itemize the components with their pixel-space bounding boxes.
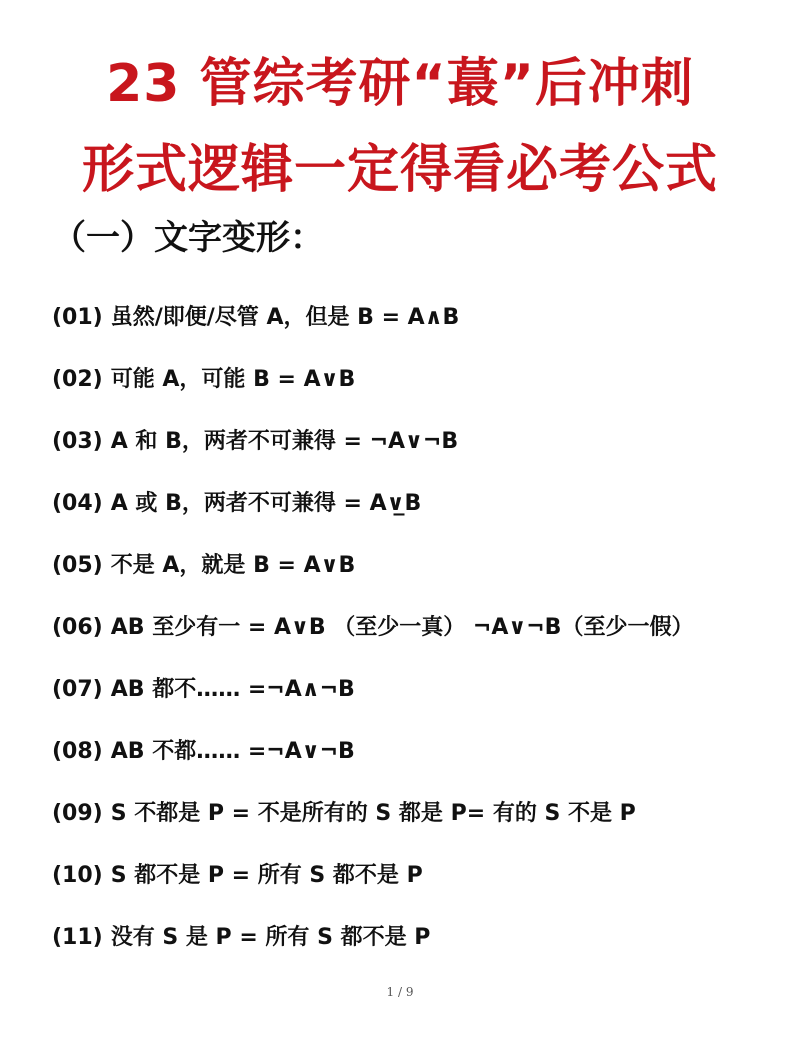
rule-item-11 [52,922,430,954]
rule-text: A 或 B，两者不可兼得 = A∨̲B [110,491,422,516]
rule-number: (11) [52,925,103,950]
page-number: 1 / 9 [386,985,414,999]
rule-text: 不是 A，就是 B = A∨B [110,553,356,578]
rule-text: S 不都是 P = 不是所有的 S 都是 P= 有的 S 不是 P [110,801,636,826]
title-line-2: 形式逻辑一定得看必考公式 [81,140,718,200]
rule-number: (06) [52,615,103,640]
rule-item-02 [52,364,355,396]
rule-number: (07) [52,677,103,702]
rule-number: (08) [52,739,103,764]
rule-item-03 [52,426,458,458]
rule-item-10 [52,860,423,892]
rule-text: 虽然/即便/尽管 A，但是 B = A∧B [110,305,460,330]
rule-number: (09) [52,801,103,826]
rule-number: (02) [52,367,103,392]
rule-text: A 和 B，两者不可兼得 = ¬A∨¬B [110,429,459,454]
rule-item-04 [52,488,421,520]
rule-number: (10) [52,863,103,888]
rule-number: (05) [52,553,103,578]
rule-text: AB 至少有一 = A∨B （至少一真） ¬A∨¬B（至少一假） [110,615,694,640]
rule-number: (04) [52,491,103,516]
rule-item-08 [52,736,355,768]
section-heading: （一）文字变形： [52,218,324,258]
rule-item-01 [52,302,459,334]
rule-number: (01) [52,305,103,330]
rule-item-05 [52,550,355,582]
rule-text: 可能 A，可能 B = A∨B [110,367,356,392]
rule-item-09 [52,798,636,830]
rule-number: (03) [52,429,103,454]
rule-text: AB 都不…… =¬A∧¬B [110,677,355,702]
rule-text: AB 不都…… =¬A∨¬B [110,739,355,764]
rule-item-06 [52,612,693,644]
rule-item-07 [52,674,355,706]
title-line-1: 23 管综考研“蕞”后冲刺 [106,54,694,114]
rule-text: 没有 S 是 P = 所有 S 都不是 P [110,925,431,950]
rule-text: S 都不是 P = 所有 S 都不是 P [110,863,423,888]
